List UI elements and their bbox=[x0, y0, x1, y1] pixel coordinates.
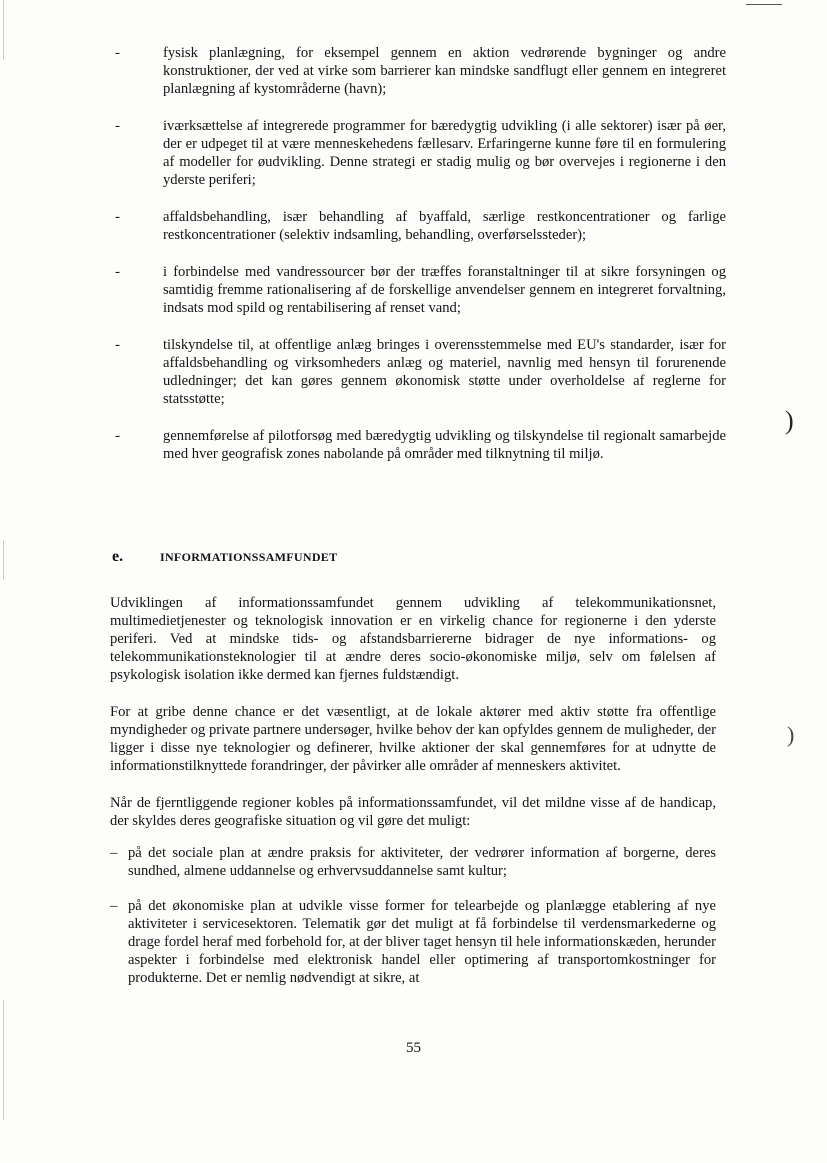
bullet-dash: – bbox=[110, 845, 118, 861]
list-item bbox=[112, 208, 726, 244]
page-number: 55 bbox=[406, 1040, 421, 1056]
list-item-text: gennemførelse af pilotforsøg med bæredygtig udvikling og tilskyndelse til regionalt samarbejde med hver geografisk zones nabolande på områder med tilknytning til miljø. bbox=[163, 428, 726, 462]
list-item-text: fysisk planlægning, for eksempel gennem en aktion vedrørende bygninger og andre konstruktioner, der ved at virke som barrierer kan mindske sandflugt eller gennem en integreret planlægning af kystområderne (havn); bbox=[163, 45, 726, 97]
scan-edge-line bbox=[3, 540, 4, 580]
list-item-text: på det økonomiske plan at udvikle visse former for telearbejde og planlægge etablering af nye aktiviteter i servicesektoren. Telematik gør det muligt at få forbindelse til verdensmarkederne og drage fordel heraf med forbehold for, at der bliver taget hensyn til hele informationskæden, herunder aspekter i forbindelse med elektronisk handel eller optimering af transportomkostninger for produkterne. Det er nemlig nødvendigt at sikre, at bbox=[128, 898, 716, 986]
bullet-dash: - bbox=[115, 118, 120, 134]
scan-edge-line bbox=[3, 1000, 4, 1120]
list-item-text: affaldsbehandling, især behandling af byaffald, særlige restkoncentrationer og farlige restkoncentrationer (selektiv indsamling, behandling, overførselssteder); bbox=[163, 209, 726, 243]
bullet-dash: - bbox=[115, 209, 120, 225]
list-item bbox=[112, 427, 726, 463]
list-item bbox=[112, 263, 726, 317]
margin-mark: ) bbox=[785, 406, 794, 435]
body-paragraph: For at gribe denne chance er det væsentligt, at de lokale aktører med aktiv støtte fra offentlige myndigheder og private partnere undersøger, hvilke behov der kan opfyldes gennem de muligheder, der ligger i disse nye teknologier og definerer, hvilke aktioner der skal gennemføres for at udnytte de informationstilknyttede forandringer, der påvirker alle områder af menneskers aktivitet. bbox=[110, 704, 716, 774]
scan-edge-line bbox=[3, 0, 4, 60]
list-item-text: iværksættelse af integrerede programmer for bæredygtig udvikling (i alle sektorer) især på øer, der er udpeget til at være menneskehedens fællesarv. Erfaringerne kunne føre til en formulering af modeller for øudvikling. Denne strategi er stadig mulig og bør overvejes i regionerne i den yderste periferi; bbox=[163, 118, 726, 188]
body-paragraph: Når de fjerntliggende regioner kobles på informationssamfundet, vil det mildne visse af de handicap, der skyldes deres geografiske situation og vil gøre det muligt: bbox=[110, 795, 716, 829]
environment-measures-list bbox=[112, 44, 726, 482]
bullet-dash: - bbox=[115, 264, 120, 280]
margin-mark: ) bbox=[787, 722, 795, 747]
section-title: INFORMATIONSSAMFUNDET bbox=[160, 550, 338, 564]
section-body bbox=[110, 594, 716, 1004]
list-item-text: på det sociale plan at ændre praksis for aktiviteter, der vedrører information af borgerne, deres sundhed, almene uddannelse og erhvervsuddannelse samt kultur; bbox=[128, 845, 716, 879]
body-paragraph: Udviklingen af informationssamfundet gennem udvikling af telekommunikationsnet, multimedietjenester og teknologisk innovation er en virkelig chance for regionerne i den yderste periferi. Ved at mindske tids- og afstandsbarriererne bidrager de nye informations- og telekommunikationsteknologier til at ændre deres socio-økonomiske miljø, selv om følelsen af psykologisk isolation ikke dermed kan fjernes fuldstændigt. bbox=[110, 595, 716, 683]
list-item bbox=[110, 844, 716, 880]
bullet-dash: - bbox=[115, 45, 120, 61]
list-item bbox=[112, 336, 726, 408]
section-heading bbox=[112, 548, 337, 566]
list-item bbox=[112, 44, 726, 98]
scan-mark bbox=[746, 4, 782, 5]
list-item bbox=[112, 117, 726, 189]
bullet-dash: - bbox=[115, 428, 120, 444]
bullet-dash: – bbox=[110, 898, 118, 914]
section-letter: e. bbox=[112, 548, 124, 565]
list-item-text: i forbindelse med vandressourcer bør der træffes foranstaltninger til at sikre forsyningen og samtidig fremme rationalisering af de forskellige anvendelser gennem en integreret forvaltning, indsats mod spild og rentabilisering af renset vand; bbox=[163, 264, 726, 316]
list-item bbox=[110, 897, 716, 987]
list-item-text: tilskyndelse til, at offentlige anlæg bringes i overensstemmelse med EU's standarder, især for affaldsbehandling og virksomheders anlæg og materiel, navnlig med hensyn til forurenende udledninger; det kan gøres gennem økonomisk støtte under overholdelse af reglerne for statsstøtte; bbox=[163, 337, 726, 407]
bullet-dash: - bbox=[115, 337, 120, 353]
